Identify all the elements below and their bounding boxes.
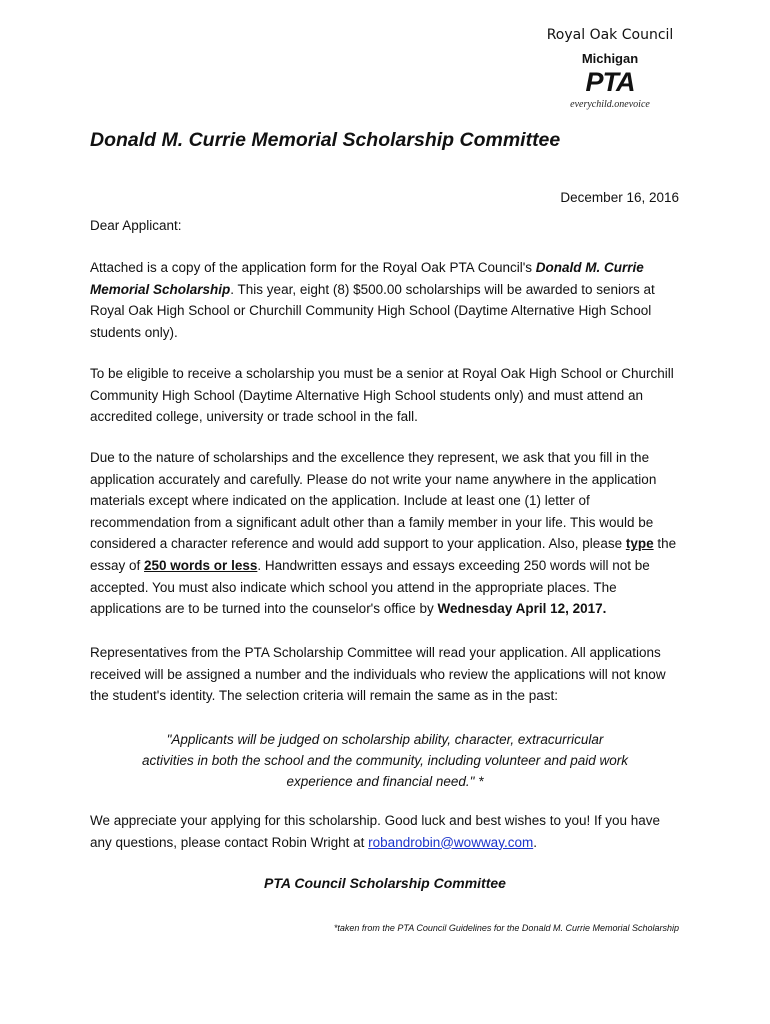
paragraph-review: Representatives from the PTA Scholarship Committee will read your application. All applications received will be assigned a number and the individuals who review the applications will not know the student's identity. The selection criteria will remain the same as in the past:: [90, 645, 666, 704]
footnote: *taken from the PTA Council Guidelines for the Donald M. Currie Memorial Scholarship: [333, 923, 679, 933]
svg-text:Michigan: Michigan: [581, 51, 639, 66]
paragraph-eligibility: To be eligible to receive a scholarship you must be a senior at Royal Oak High School or Churchill Community High School (Daytime Alternative High School students only) and must attend an accredited college, university or trade school in the fall.: [90, 366, 674, 425]
michigan-pta-logo: [548, 50, 672, 112]
letter-title: Donald M. Currie Memorial Scholarship Committee: [90, 129, 561, 151]
paragraph-closing: We appreciate your applying for this scholarship. Good luck and best wishes to you! If you have any questions, please contact Robin Wright at robandrobin@wowway.com.: [90, 813, 661, 850]
pta-logo-icon: [548, 50, 672, 112]
deadline: Wednesday April 12, 2017.: [437, 601, 607, 617]
letter-date: December 16, 2016: [560, 190, 679, 205]
selection-criteria-quote: "Applicants will be judged on scholarship ability, character, extracurricular activities in both the school and the community, including volunteer and paid work experience and financial need." *: [141, 732, 629, 789]
salutation: Dear Applicant:: [90, 218, 182, 233]
svg-text:everychild.onevoice: everychild.onevoice: [570, 99, 650, 110]
signoff: PTA Council Scholarship Committee: [264, 875, 506, 891]
paragraph-intro: Attached is a copy of the application form for the Royal Oak PTA Council's Donald M. Currie Memorial Scholarship. This year, eight (8) $500.00 scholarships will be awarded to seniors at Royal Oak High School or Churchill Community High School (Daytime Alternative High School students only).: [90, 260, 655, 340]
word-limit-emphasis: 250 words or less: [144, 557, 258, 573]
scholarship-name: Donald M. Currie Memorial Scholarship: [90, 260, 644, 297]
type-emphasis: type: [625, 536, 654, 552]
paragraph-instructions: Due to the nature of scholarships and the excellence they represent, we ask that you fill in the application accurately and carefully. Please do not write your name anywhere in the application materials except where indicated on the application. Include at least one (1) letter of recommendation from a significant adult other than a family member in your life. This would be considered a character reference and would add support to your application. Also, please type the essay of 250 words or less. Handwritten essays and essays exceeding 250 words will not be accepted. You must also indicate which school you attend in the appropriate places. The applications are to be turned into the counselor's office by Wednesday April 12, 2017.: [90, 450, 677, 617]
contact-email-link[interactable]: robandrobin@wowway.com: [368, 834, 534, 850]
council-name: Royal Oak Council: [546, 27, 674, 43]
svg-text:PTA: PTA: [585, 67, 635, 97]
